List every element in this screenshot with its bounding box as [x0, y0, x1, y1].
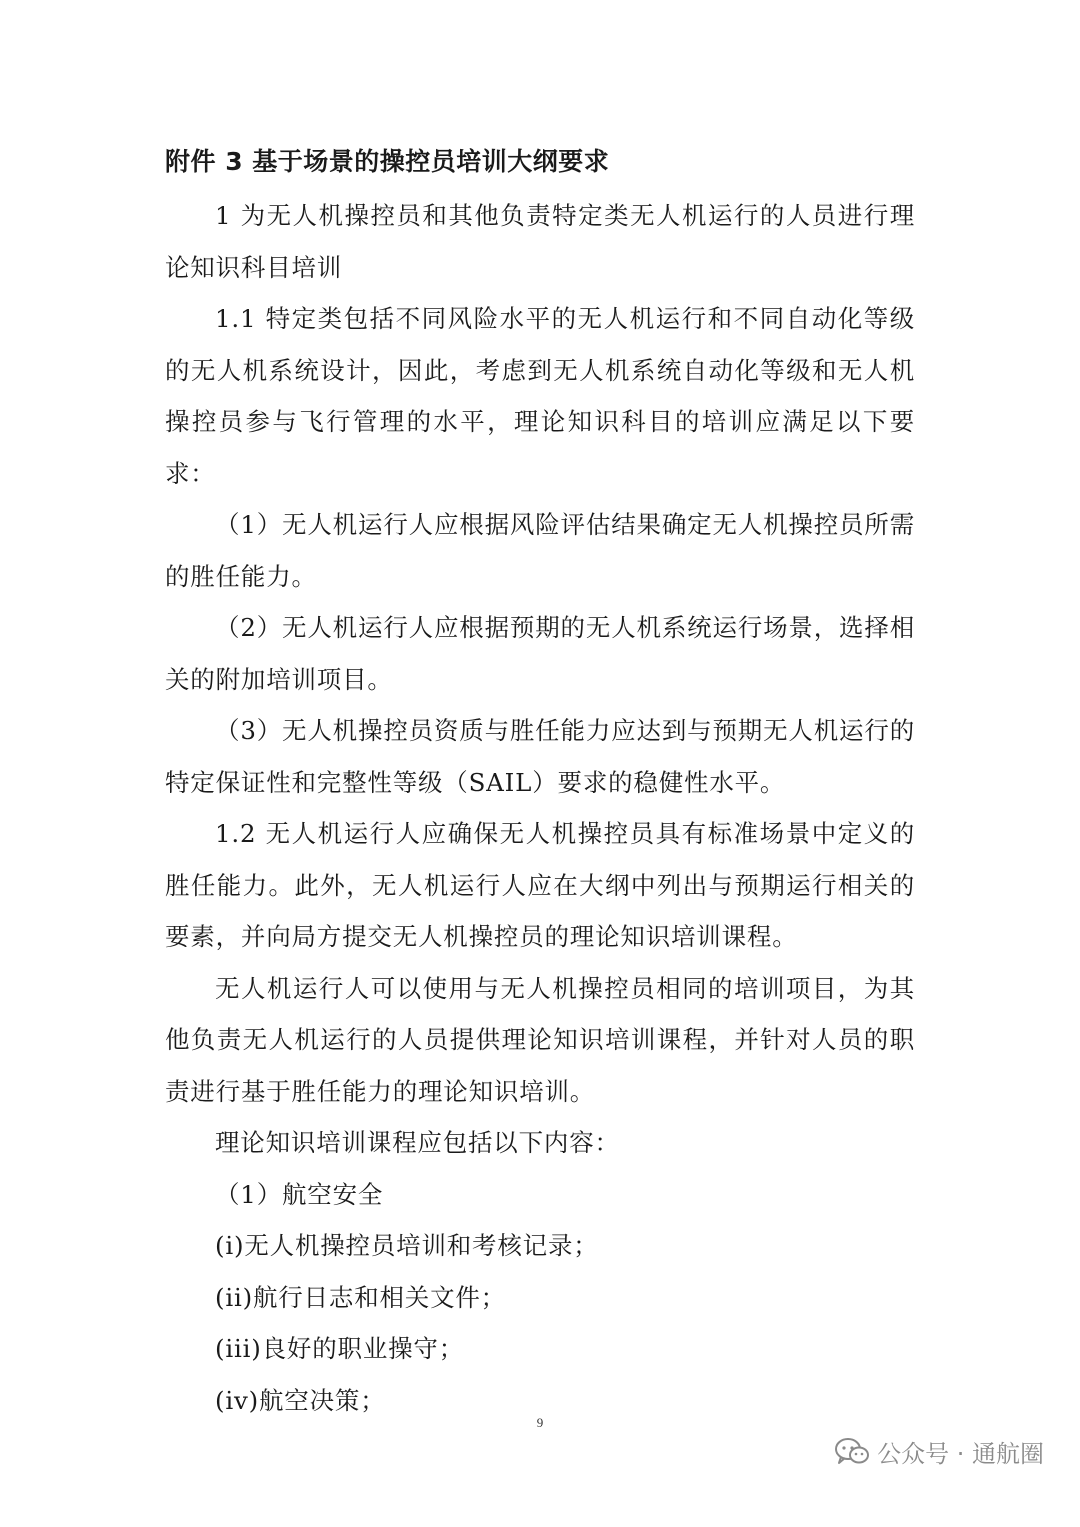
watermark-text: 公众号 · 通航圈: [877, 1440, 1044, 1468]
section-aviation-safety: （1）航空安全: [215, 1179, 384, 1209]
list-item: (i)无人机操控员培训和考核记录；: [215, 1231, 599, 1260]
wechat-icon: [835, 1437, 869, 1467]
page-title: 附件 3 基于场景的操控员培训大纲要求: [165, 147, 610, 176]
paragraph-item-2: （2）无人机运行人应根据预期的无人机系统运行场景，选择相关的附加培训项目。: [165, 613, 916, 694]
list-item: (iv)航空决策；: [215, 1385, 386, 1415]
paragraph-1: 1 为无人机操控员和其他负责特定类无人机运行的人员进行理论知识科目培训: [165, 201, 915, 282]
paragraph-course-content: 理论知识培训课程应包括以下内容：: [215, 1128, 620, 1157]
watermark: [835, 1434, 1044, 1469]
aviation-safety-list: [165, 1220, 915, 1426]
paragraph-1-1: 1.1 特定类包括不同风险水平的无人机运行和不同自动化等级的无人机系统设计，因此，考虑到无人机系统自动化等级和无人机操控员参与飞行管理的水平，理论知识科目的培训应满足以下要求：: [165, 304, 915, 488]
page-number: 9: [536, 1415, 544, 1430]
list-item: (iii)良好的职业操守；: [215, 1334, 465, 1363]
list-item: (ii)航行日志和相关文件；: [215, 1282, 506, 1312]
paragraph-item-1: （1）无人机运行人应根据风险评估结果确定无人机操控员所需的胜任能力。: [165, 510, 916, 591]
paragraph-item-3: （3）无人机操控员资质与胜任能力应达到与预期无人机运行的特定保证性和完整性等级（SAIL）要求的稳健性水平。: [165, 716, 916, 797]
paragraph-other-personnel: 无人机运行人可以使用与无人机操控员相同的培训项目，为其他负责无人机运行的人员提供理论知识培训课程，并针对人员的职责进行基于胜任能力的理论知识培训。: [165, 973, 915, 1106]
paragraph-1-2: 1.2 无人机运行人应确保无人机操控员具有标准场景中定义的胜任能力。此外，无人机运行人应在大纲中列出与预期运行相关的要素，并向局方提交无人机操控员的理论知识培训课程。: [165, 819, 915, 951]
document-body: [165, 140, 915, 1426]
